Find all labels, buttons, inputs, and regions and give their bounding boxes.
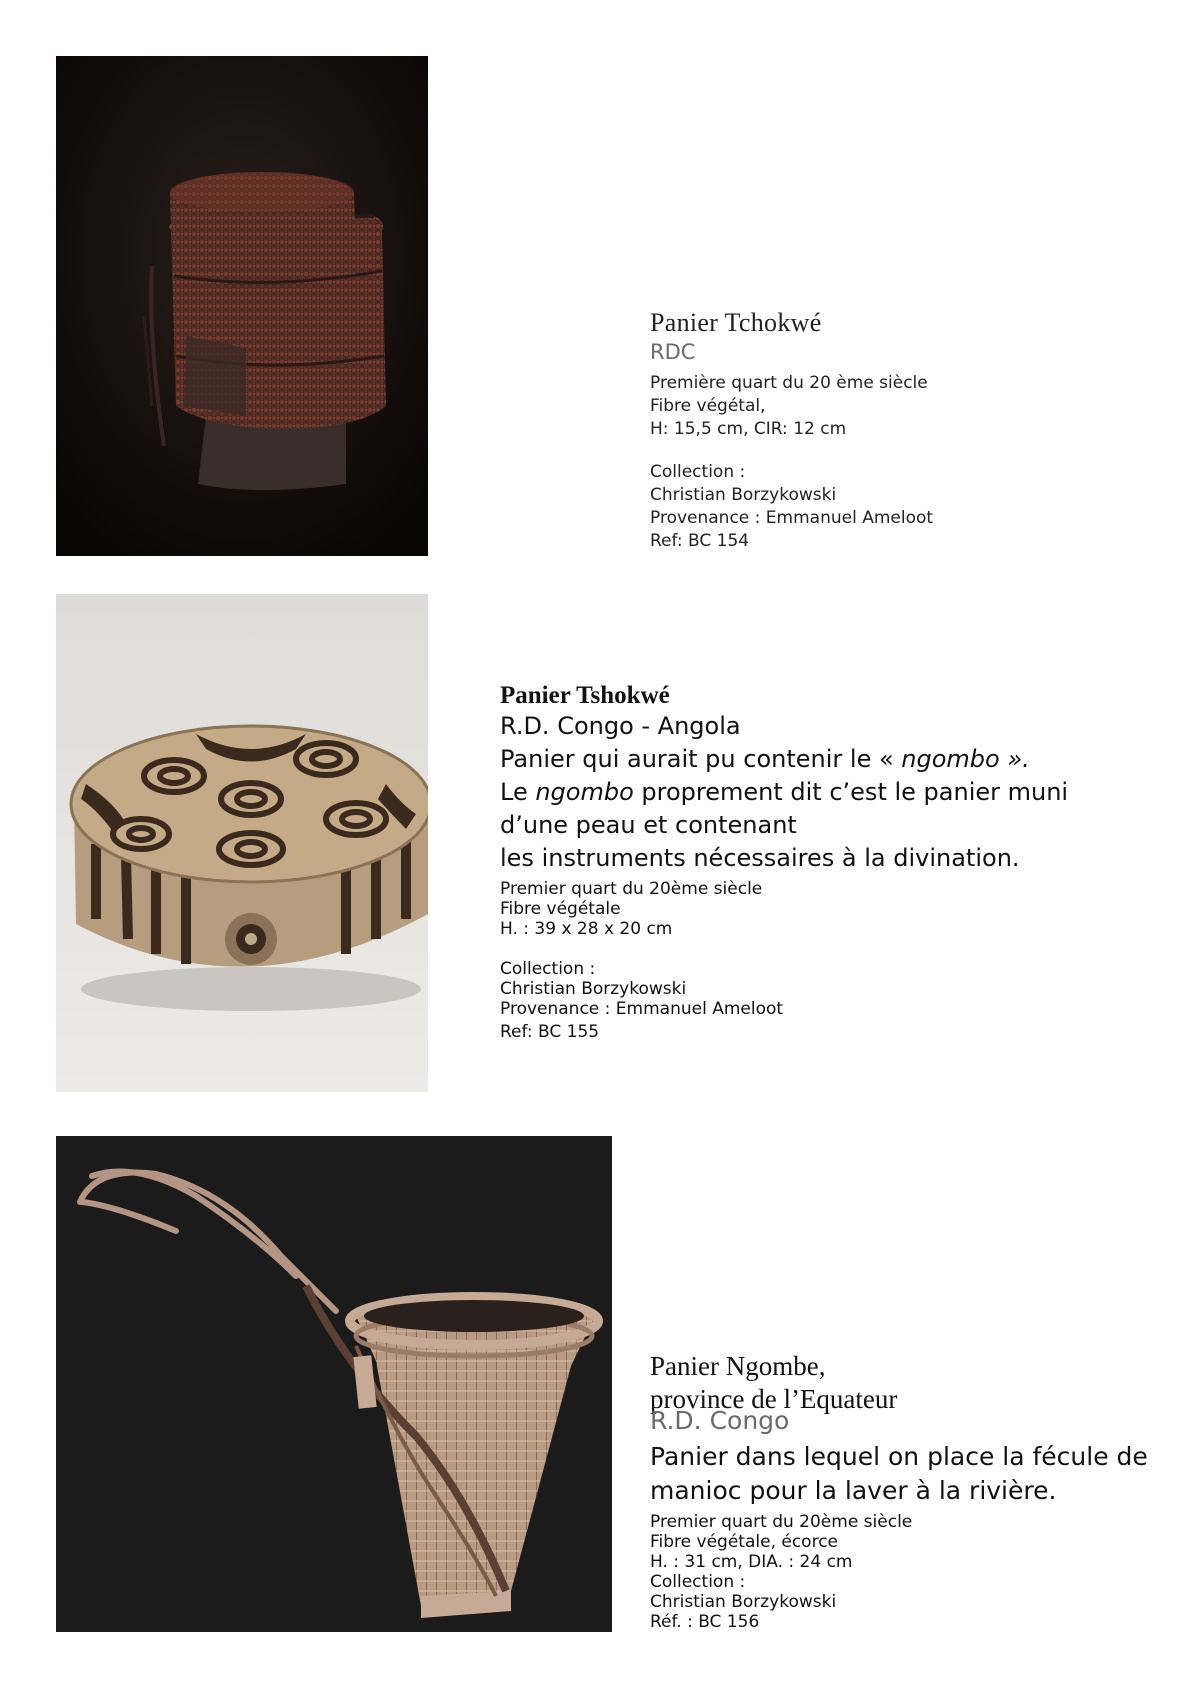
entry-3-ref: Réf. : BC 156 — [650, 1612, 760, 1632]
entry-3-title-1: Panier Ngombe, — [650, 1351, 826, 1381]
entry-2-collection-label: Collection : — [500, 959, 596, 979]
entry-3-description-2: manioc pour la laver à la rivière. — [650, 1476, 1057, 1505]
entry-1-material: Fibre végétal, — [650, 396, 766, 416]
entry-2-collector: Christian Borzykowski — [500, 979, 687, 999]
entry-3-dimensions: H. : 31 cm, DIA. : 24 cm — [650, 1552, 853, 1572]
entry-1-provenance: Provenance : Emmanuel Ameloot — [650, 508, 934, 528]
entry-2-provenance: Provenance : Emmanuel Ameloot — [500, 999, 784, 1019]
entry-3-details — [650, 1512, 1148, 1632]
entry-3-date: Premier quart du 20ème siècle — [650, 1512, 913, 1532]
entry-3-description-1: Panier dans lequel on place la fécule de — [650, 1442, 1148, 1471]
entry-1-country: RDC — [650, 340, 696, 364]
entry-2-description-4: les instruments nécessaires à la divination. — [500, 844, 1020, 872]
entry-3-title-2: province de l’Equateur — [650, 1384, 898, 1414]
entry-2-details — [500, 879, 1068, 939]
entry-1-caption — [650, 308, 933, 553]
entry-2-title: Panier Tshokwé — [500, 682, 670, 709]
entry-2-ref: Ref: BC 155 — [500, 1022, 600, 1042]
entry-3-collector: Christian Borzykowski — [650, 1592, 837, 1612]
entry-3-collection-label: Collection : — [650, 1572, 746, 1592]
entry-1-date: Première quart du 20 ème siècle — [650, 373, 928, 393]
basket-illustration — [56, 56, 428, 556]
entry-1-title: Panier Tchokwé — [650, 308, 822, 337]
entry-1-details — [650, 372, 933, 441]
entry-3-material: Fibre végétale, écorce — [650, 1532, 839, 1552]
entry-2-dimensions: H. : 39 x 28 x 20 cm — [500, 919, 673, 939]
entry-1-collector: Christian Borzykowski — [650, 485, 837, 505]
entry-2-description-1: Panier qui aurait pu contenir le « ngombo ». — [500, 745, 1030, 773]
conical-basket-photo — [56, 1136, 612, 1632]
entry-2-country: R.D. Congo - Angola — [500, 712, 741, 740]
entry-3-country: R.D. Congo — [650, 1406, 790, 1435]
entry-1-ref: Ref: BC 154 — [650, 531, 750, 551]
entry-1-collection-label: Collection : — [650, 462, 746, 482]
entry-2-description-2: Le ngombo proprement dit c’est le panier muni — [500, 778, 1069, 806]
entry-3-caption — [650, 1350, 1148, 1632]
entry-2-caption — [500, 682, 1068, 1042]
entry-2-material: Fibre végétale — [500, 899, 621, 919]
basket-illustration — [56, 1136, 612, 1632]
woven-lidded-basket-photo — [56, 56, 428, 556]
entry-2-date: Premier quart du 20ème siècle — [500, 879, 763, 899]
entry-1-dimensions: H: 15,5 cm, CIR: 12 cm — [650, 419, 847, 439]
basket-illustration — [56, 594, 428, 1092]
round-patterned-basket-photo — [56, 594, 428, 1092]
entry-2-description-3: d’une peau et contenant — [500, 811, 797, 839]
